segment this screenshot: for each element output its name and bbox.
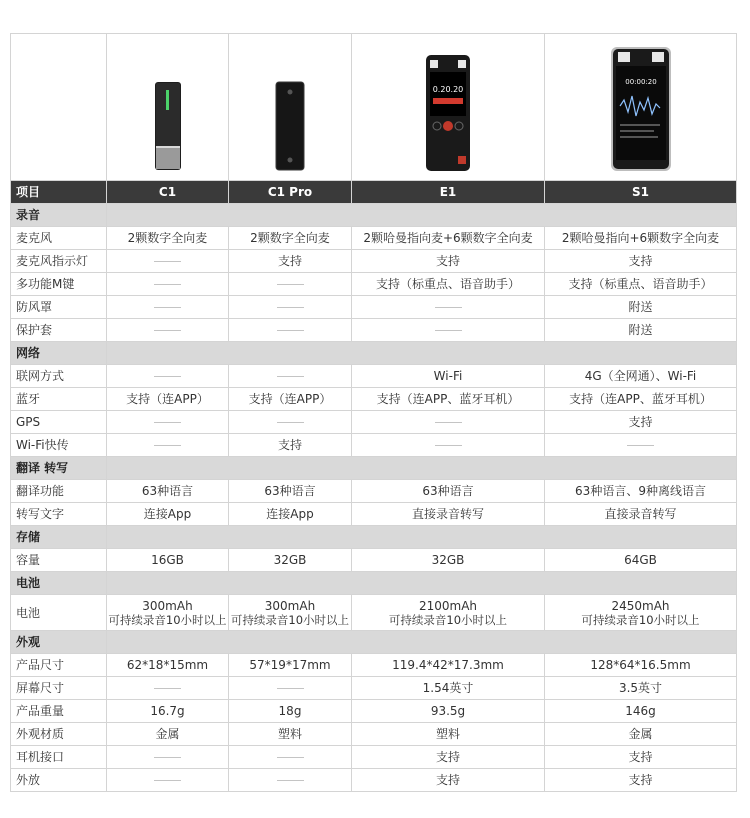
row-label: 保护套: [11, 319, 107, 342]
not-supported-dash: [277, 757, 304, 758]
table-cell: 金属: [545, 723, 737, 746]
section-fill: [107, 526, 737, 549]
e1-device-image: [425, 54, 471, 172]
not-supported-dash: [154, 376, 181, 377]
table-cell: [107, 746, 229, 769]
cell-subtext: 可持续录音10小时以上: [388, 612, 508, 627]
section-row: [11, 457, 737, 480]
image-row-blank-cell: [11, 34, 107, 181]
table-row: [11, 319, 737, 342]
table-cell: [107, 296, 229, 319]
header-item: 项目: [11, 181, 107, 204]
e1-screen-time: 0.20.20: [432, 85, 464, 94]
table-cell: 附送: [545, 296, 737, 319]
table-cell: 支持: [352, 746, 545, 769]
header-c1: C1: [107, 181, 229, 204]
table-cell: 支持（标重点、语音助手）: [352, 273, 545, 296]
table-header: [11, 181, 737, 204]
table-cell: [107, 677, 229, 700]
table-cell: 支持（连APP）: [107, 388, 229, 411]
table-row: [11, 503, 737, 526]
table-cell: [352, 296, 545, 319]
s1-device-image: [610, 46, 672, 172]
table-row: [11, 411, 737, 434]
section-title: 外观: [11, 631, 107, 654]
table-row: [11, 549, 737, 572]
table-cell: [107, 273, 229, 296]
section-fill: [107, 572, 737, 595]
not-supported-dash: [277, 284, 304, 285]
table-cell: 2颗数字全向麦: [107, 227, 229, 250]
table-cell: 支持: [229, 250, 352, 273]
table-cell: 支持（标重点、语音助手）: [545, 273, 737, 296]
not-supported-dash: [435, 422, 462, 423]
section-fill: [107, 631, 737, 654]
row-label: 电池: [11, 595, 107, 631]
row-label: 多功能M键: [11, 273, 107, 296]
section-title: 录音: [11, 204, 107, 227]
table-cell: 32GB: [352, 549, 545, 572]
c1-pro-image-cell: [229, 34, 352, 181]
not-supported-dash: [154, 780, 181, 781]
not-supported-dash: [154, 330, 181, 331]
not-supported-dash: [154, 261, 181, 262]
table-row: [11, 769, 737, 792]
table-cell: [107, 595, 229, 631]
row-label: 外放: [11, 769, 107, 792]
table-cell: 支持（连APP、蓝牙耳机）: [352, 388, 545, 411]
row-label: 转写文字: [11, 503, 107, 526]
table-row: [11, 595, 737, 631]
not-supported-dash: [435, 330, 462, 331]
section-title: 网络: [11, 342, 107, 365]
section-row: [11, 572, 737, 595]
table-row: [11, 677, 737, 700]
table-cell: [229, 296, 352, 319]
s1-screen-time: 00:00:20: [624, 78, 657, 86]
table-cell: [229, 411, 352, 434]
cell-subtext: 可持续录音10小时以上: [581, 612, 700, 627]
table-cell: 金属: [107, 723, 229, 746]
table-row: [11, 296, 737, 319]
table-cell: 支持: [229, 434, 352, 457]
table-cell: 支持: [545, 411, 737, 434]
not-supported-dash: [154, 284, 181, 285]
table-cell: 直接录音转写: [352, 503, 545, 526]
table-cell: 附送: [545, 319, 737, 342]
section-title: 存储: [11, 526, 107, 549]
not-supported-dash: [277, 422, 304, 423]
section-fill: [107, 204, 737, 227]
table-cell: 2颗数字全向麦: [229, 227, 352, 250]
table-cell: [107, 365, 229, 388]
table-cell: [107, 319, 229, 342]
section-row: [11, 204, 737, 227]
not-supported-dash: [154, 445, 181, 446]
table-cell: 连接App: [229, 503, 352, 526]
table-row: [11, 723, 737, 746]
row-label: 联网方式: [11, 365, 107, 388]
table-row: [11, 480, 737, 503]
row-label: 防风罩: [11, 296, 107, 319]
cell-subtext: 可持续录音10小时以上: [108, 612, 227, 627]
header-c1-pro: C1 Pro: [229, 181, 352, 204]
table-cell: 直接录音转写: [545, 503, 737, 526]
table-cell: 支持: [352, 769, 545, 792]
table-cell: 2颗哈曼指向麦+6颗数字全向麦: [352, 227, 545, 250]
table-cell: 63种语言、9种离线语言: [545, 480, 737, 503]
table-cell: 连接App: [107, 503, 229, 526]
table-cell: 64GB: [545, 549, 737, 572]
table-cell: [107, 250, 229, 273]
not-supported-dash: [277, 330, 304, 331]
section-title: 电池: [11, 572, 107, 595]
not-supported-dash: [154, 422, 181, 423]
table-cell: 128*64*16.5mm: [545, 654, 737, 677]
not-supported-dash: [277, 376, 304, 377]
table-row: [11, 434, 737, 457]
table-cell: [352, 434, 545, 457]
table-cell: [107, 411, 229, 434]
table-cell: [352, 319, 545, 342]
table-cell: 1.54英寸: [352, 677, 545, 700]
header-s1: S1: [545, 181, 737, 204]
table-cell: 63种语言: [229, 480, 352, 503]
table-cell: 塑料: [229, 723, 352, 746]
table-row: [11, 250, 737, 273]
table-cell: 支持: [545, 250, 737, 273]
table-cell: 63种语言: [107, 480, 229, 503]
header-e1: E1: [352, 181, 545, 204]
row-label: GPS: [11, 411, 107, 434]
table-cell: 18g: [229, 700, 352, 723]
table-row: [11, 227, 737, 250]
table-cell: 2颗哈曼指向+6颗数字全向麦: [545, 227, 737, 250]
table-cell: 支持: [352, 250, 545, 273]
table-cell: 支持: [545, 746, 737, 769]
cell-subtext: 可持续录音10小时以上: [230, 612, 350, 627]
not-supported-dash: [627, 445, 654, 446]
table-cell: Wi-Fi: [352, 365, 545, 388]
table-row: [11, 388, 737, 411]
section-row: [11, 631, 737, 654]
table-cell: 119.4*42*17.3mm: [352, 654, 545, 677]
table-cell: [229, 677, 352, 700]
cell-value: 2100mAh: [418, 598, 478, 613]
table-row: [11, 654, 737, 677]
cell-value: 2450mAh: [611, 598, 670, 613]
table-cell: 32GB: [229, 549, 352, 572]
not-supported-dash: [277, 780, 304, 781]
row-label: 麦克风: [11, 227, 107, 250]
not-supported-dash: [435, 445, 462, 446]
table-row: [11, 273, 737, 296]
row-label: 屏幕尺寸: [11, 677, 107, 700]
table-cell: [352, 411, 545, 434]
not-supported-dash: [154, 307, 181, 308]
comparison-table: [10, 33, 737, 792]
section-title: 翻译 转写: [11, 457, 107, 480]
section-row: [11, 342, 737, 365]
row-label: 耳机接口: [11, 746, 107, 769]
table-cell: [229, 769, 352, 792]
not-supported-dash: [277, 688, 304, 689]
c1-image-cell: [107, 34, 229, 181]
cell-value: 300mAh: [142, 598, 193, 613]
table-cell: [545, 434, 737, 457]
table-cell: [107, 769, 229, 792]
section-row: [11, 526, 737, 549]
table-cell: 16GB: [107, 549, 229, 572]
table-cell: [229, 595, 352, 631]
row-label: 产品尺寸: [11, 654, 107, 677]
table-cell: 4G（全网通）、Wi-Fi: [545, 365, 737, 388]
row-label: Wi-Fi快传: [11, 434, 107, 457]
table-row: [11, 746, 737, 769]
section-fill: [107, 457, 737, 480]
row-label: 外观材质: [11, 723, 107, 746]
product-image-row: [11, 34, 737, 181]
e1-image-cell: [352, 34, 545, 181]
table-cell: 支持（连APP）: [229, 388, 352, 411]
table-cell: [352, 595, 545, 631]
table-cell: 塑料: [352, 723, 545, 746]
table-row: [11, 365, 737, 388]
table-cell: 支持: [545, 769, 737, 792]
table-cell: [107, 434, 229, 457]
not-supported-dash: [154, 688, 181, 689]
table-cell: 16.7g: [107, 700, 229, 723]
table-cell: [229, 319, 352, 342]
s1-image-cell: [545, 34, 737, 181]
c1-pro-device-image: [274, 80, 306, 172]
not-supported-dash: [435, 307, 462, 308]
not-supported-dash: [277, 307, 304, 308]
table-row: [11, 700, 737, 723]
row-label: 翻译功能: [11, 480, 107, 503]
table-cell: [229, 273, 352, 296]
table-cell: 支持（连APP、蓝牙耳机）: [545, 388, 737, 411]
table-cell: 3.5英寸: [545, 677, 737, 700]
table-cell: 63种语言: [352, 480, 545, 503]
row-label: 产品重量: [11, 700, 107, 723]
row-label: 蓝牙: [11, 388, 107, 411]
table-cell: 57*19*17mm: [229, 654, 352, 677]
section-fill: [107, 342, 737, 365]
row-label: 容量: [11, 549, 107, 572]
cell-value: 300mAh: [264, 598, 316, 613]
c1-device-image: [153, 80, 183, 172]
row-label: 麦克风指示灯: [11, 250, 107, 273]
table-cell: 146g: [545, 700, 737, 723]
table-cell: 62*18*15mm: [107, 654, 229, 677]
table-cell: 93.5g: [352, 700, 545, 723]
table-cell: [229, 746, 352, 769]
not-supported-dash: [154, 757, 181, 758]
table-cell: [229, 365, 352, 388]
table-cell: [545, 595, 737, 631]
